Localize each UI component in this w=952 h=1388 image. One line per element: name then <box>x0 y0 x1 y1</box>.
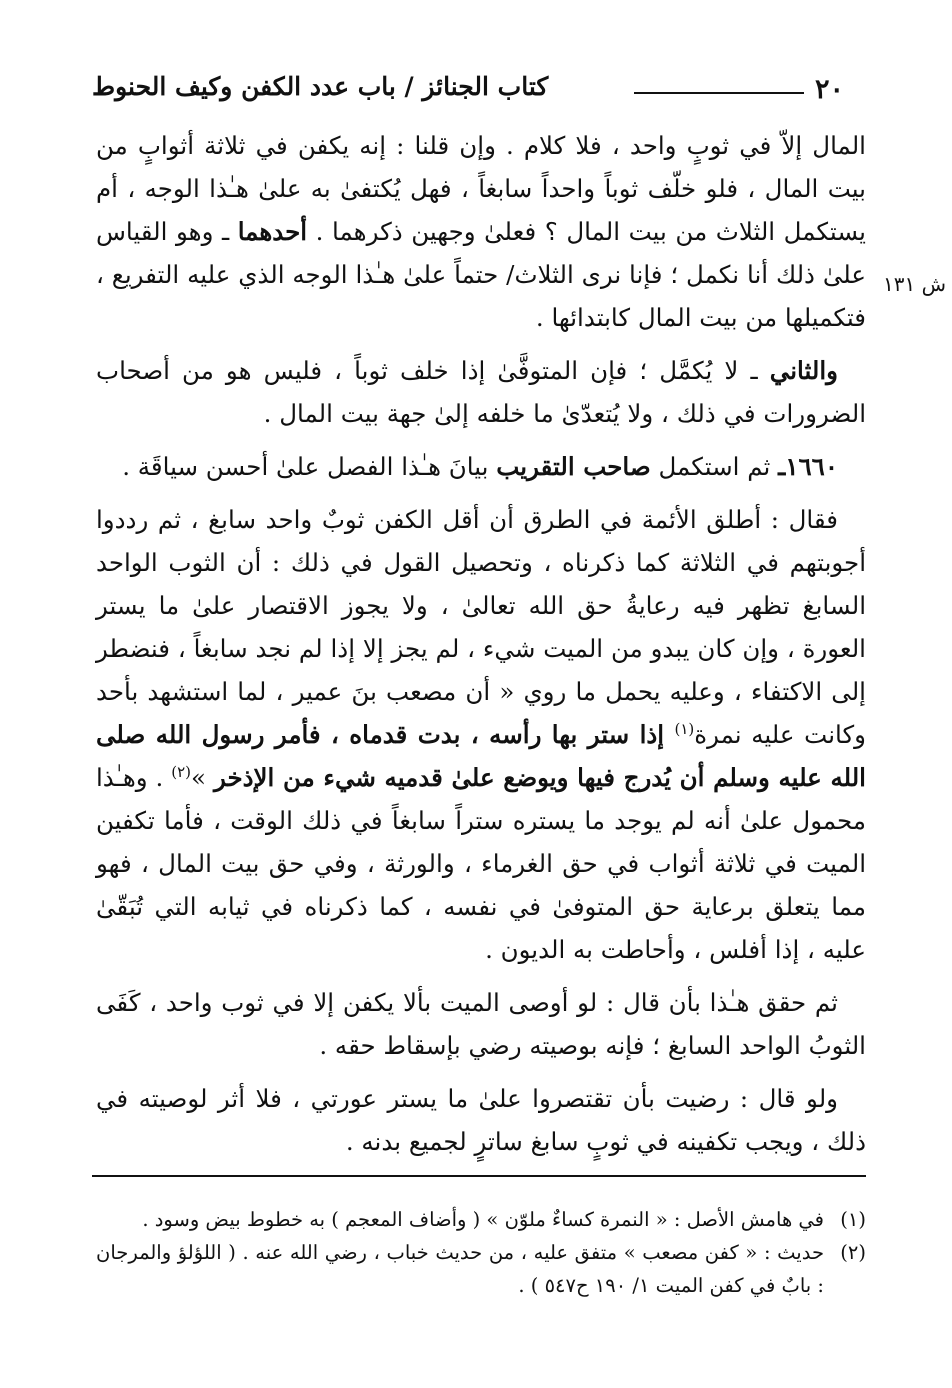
paragraph-4 <box>96 498 866 971</box>
hadith-bold: إذا ستر بها رأسه ، بدت قدماه ، فأمر رسول الله صلى الله عليه وسلم أن يُدرج فيها ويوضع علىٰ قدميه شيء من الإذخر <box>96 720 866 792</box>
main-text <box>96 124 866 1163</box>
paragraph-3-before: ثم استكمل <box>650 452 779 481</box>
footnote-ref-2[interactable]: (٢) <box>171 762 192 781</box>
section-number: ١٦٦٠ـ <box>778 452 838 481</box>
running-header <box>92 70 844 110</box>
footnote-ref-1[interactable]: (١) <box>674 719 695 738</box>
paragraph-4-rest: . وهـٰذا محمول علىٰ أنه لم يوجد ما يستره ستراً سابغاً في ذلك الوقت ، فأما تكفين الميت في ثلاثة أثواب في حق الغرماء ، والورثة ، وفي حق بيت المال ، فهو مما يتعلق برعاية حق المتوفىٰ في نفسه ، كما ذكرناه في ثيابه التي تُبَقّىٰ عليه ، إذا أفلس ، وأحاطت به الديون . <box>96 763 866 964</box>
footnotes <box>96 1203 866 1302</box>
paragraph-3 <box>96 445 866 488</box>
footnote-2 <box>96 1236 866 1302</box>
footnote-2-text: حديث : « كفن مصعب » متفق عليه ، من حديث خباب ، رضي الله عنه . ( اللؤلؤ والمرجان : بابٌ في كفن الميت ١/ ١٩٠ ح٥٤٧ ) . <box>96 1241 824 1297</box>
paragraph-1 <box>96 124 866 339</box>
paragraph-3-bold: صاحب التقريب <box>496 452 651 481</box>
paragraph-1-text: المال إلاّ في ثوبٍ واحد ، فلا كلام . وإن قلنا : إنه يكفن في ثلاثة أثوابٍ من بيت المال ، فلو خلّف ثوباً واحداً سابغاً ، فهل يُكتفىٰ به علىٰ هـٰذا الوجه ، أم يستكمل الثلاث من بيت المال ؟ فعلىٰ وجهين ذكرهما . <box>96 131 866 246</box>
paragraph-2 <box>96 349 866 435</box>
paragraph-6-text: ولو قال : رضيت بأن تقتصروا علىٰ ما يستر عورتي ، فلا أثر لوصيته في ذلك ، ويجب تكفينه في ثوبٍ سابغ ساترٍ لجميع بدنه . <box>96 1084 866 1156</box>
paragraph-6 <box>96 1077 866 1163</box>
footnote-rule <box>92 1175 866 1177</box>
hadith-close: » <box>191 763 214 792</box>
page-number: ٢٠ <box>814 74 844 105</box>
paragraph-1-rest: ـ وهو القياس علىٰ ذلك أنا نكمل ؛ فإنا نرى الثلاث/ حتماً علىٰ هـٰذا الوجه الذي عليه التفريع ، فتكميلها من بيت المال كابتدائها . <box>96 217 866 332</box>
margin-folio-note: ش ١٣١ <box>882 272 946 296</box>
paragraph-3-after: بيانَ هـٰذا الفصل علىٰ أحسن سياقَة . <box>122 452 497 481</box>
paragraph-2-body: ـ لا يُكمَّل ؛ فإن المتوفَّىٰ إذا خلف ثوباً ، فليس هو من أصحاب الضرورات في ذلك ، ولا يُتعدّىٰ ما خلفه إلىٰ جهة بيت المال . <box>96 356 866 428</box>
footnote-1-number: (١) <box>840 1208 866 1231</box>
footnote-2-number: (٢) <box>840 1241 866 1264</box>
paragraph-1-bold: أحدهما <box>237 217 308 246</box>
footnote-1 <box>96 1203 866 1236</box>
header-rule <box>634 92 804 94</box>
paragraph-5 <box>96 981 866 1067</box>
paragraph-4-text: فقال : أطلق الأئمة في الطرق أن أقل الكفن ثوبٌ واحد سابغ ، ثم رددوا أجوبتهم في الثلاثة كما ذكرناه ، وتحصيل القول في ذلك : أن الثوب الواحد السابغ تظهر فيه رعايةُ حق الله تعالىٰ ، ولا يجوز الاقتصار علىٰ ما يستر العورة ، وإن كان يبدو من الميت شيء ، لم يجز إلا إذا لم نجد سابغاً ، فنضطر إلى الاكتفاء ، وعليه يحمل ما روي « أن مصعب بنَ عمير ، لما استشهد بأحد وكانت عليه نمرة <box>96 505 866 749</box>
paragraph-2-lead: والثاني <box>769 356 838 385</box>
paragraph-5-text: ثم حقق هـٰذا بأن قال : لو أوصى الميت بألا يكفن إلا في ثوب واحد ، كَفَى الثوبُ الواحد السابغ ؛ فإنه بوصيته رضي بإسقاط حقه . <box>96 988 866 1060</box>
footnote-1-text: في هامش الأصل : « النمرة كساءٌ ملوّن » ( وأضاف المعجم ) به خطوط بيض وسود . <box>142 1208 824 1231</box>
running-title: كتاب الجنائز / باب عدد الكفن وكيف الحنوط <box>92 72 549 101</box>
